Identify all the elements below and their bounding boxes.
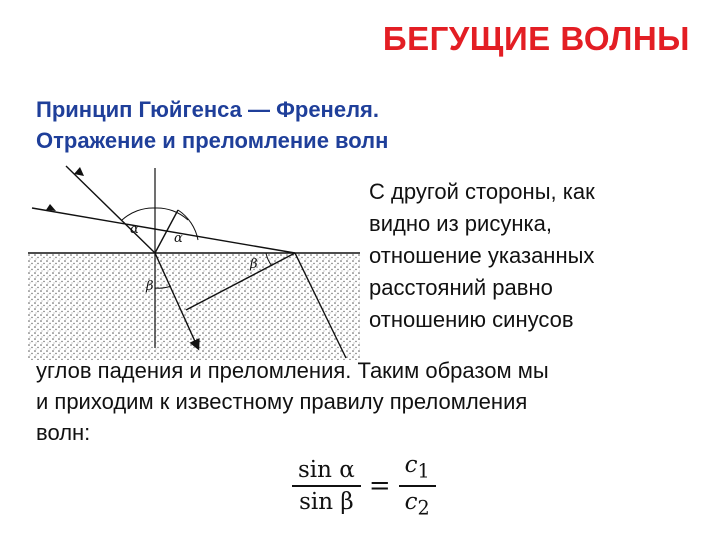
side-paragraph bbox=[369, 176, 699, 336]
incident-ray-2 bbox=[32, 208, 295, 253]
formula-left-denominator: sin β bbox=[299, 488, 354, 515]
formula-left-fraction bbox=[292, 455, 361, 517]
slide-title: БЕГУЩИЕ ВОЛНЫ bbox=[382, 20, 690, 57]
formula-c1-sub: 1 bbox=[417, 459, 430, 483]
side-line-4: расстояний равно bbox=[369, 275, 553, 300]
body-paragraph bbox=[36, 355, 706, 448]
side-line-5: отношению синусов bbox=[369, 307, 574, 332]
body-line-1: углов падения и преломления. Таким образом мы bbox=[36, 358, 549, 383]
label-beta-right: β bbox=[250, 257, 258, 272]
formula-c2-sub: 2 bbox=[417, 496, 430, 520]
slide-subtitle bbox=[36, 94, 388, 156]
refraction-diagram bbox=[28, 158, 360, 360]
label-beta-left: β bbox=[146, 279, 154, 294]
formula-right-numerator bbox=[399, 450, 436, 485]
label-alpha-right: α bbox=[174, 231, 183, 246]
formula-equals: = bbox=[368, 470, 391, 501]
side-line-3: отношение указанных bbox=[369, 243, 595, 268]
formula-right-fraction bbox=[399, 450, 436, 521]
formula-c2-var: c bbox=[404, 488, 418, 515]
incident-arrow-2 bbox=[46, 204, 56, 211]
body-line-2: и приходим к известному правилу преломления bbox=[36, 389, 528, 414]
subtitle-line-2: Отражение и преломление волн bbox=[36, 128, 389, 153]
angle-arc-alpha-left bbox=[122, 208, 155, 220]
formula-right-denominator bbox=[399, 487, 436, 522]
formula-c1-var: c bbox=[404, 452, 418, 478]
snell-formula bbox=[292, 450, 436, 521]
subtitle-line-1: Принцип Гюйгенса — Френеля. bbox=[36, 97, 380, 122]
side-line-1: С другой стороны, как bbox=[369, 179, 595, 204]
side-line-2: видно из рисунка, bbox=[369, 211, 552, 236]
body-line-3: волн: bbox=[36, 420, 91, 445]
formula-left-numerator: sin α bbox=[298, 456, 355, 483]
label-alpha-left: α bbox=[130, 222, 139, 237]
